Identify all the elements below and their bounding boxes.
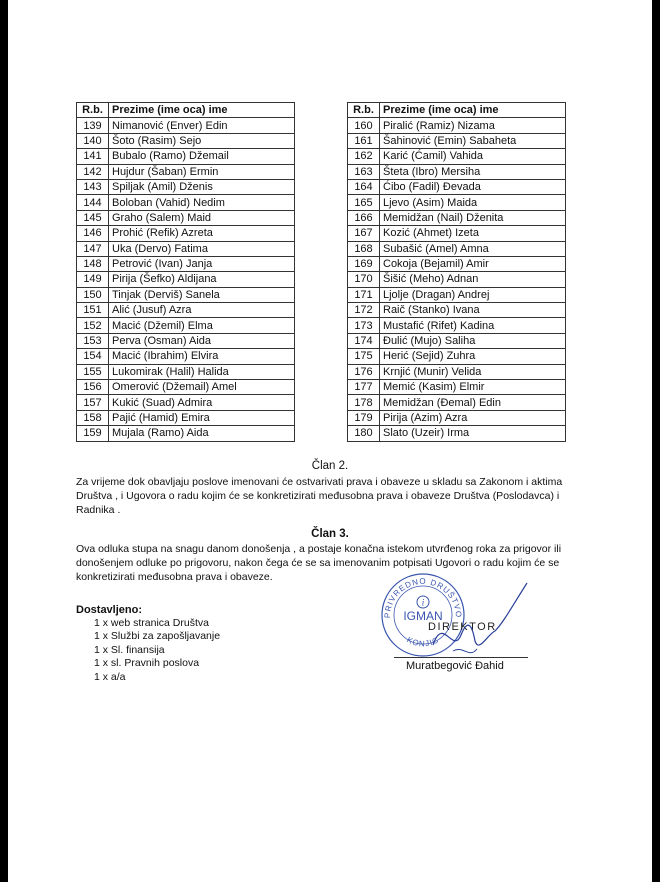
employee-name: Cokoja (Bejamil) Amir [380,256,566,271]
table-row [77,287,295,302]
employee-name: Pajić (Hamid) Emira [109,410,295,425]
table-row [77,149,295,164]
table-row [77,333,295,348]
table-row [348,210,566,225]
employee-name: Mustafić (Rifet) Kadina [380,318,566,333]
handwritten-signature [403,575,533,665]
employee-name: Alić (Jusuf) Azra [109,303,295,318]
row-number: 169 [348,256,380,271]
row-number: 170 [348,272,380,287]
employee-name: Tinjak (Derviš) Sanela [109,287,295,302]
svg-text:i: i [421,597,425,608]
employee-name: Macić (Džemil) Elma [109,318,295,333]
table-row [77,226,295,241]
table-row [348,395,566,410]
table-row [348,364,566,379]
employee-name: Šišić (Meho) Adnan [380,272,566,287]
delivery-item: 1 x web stranica Društva [94,617,209,629]
header-rb: R.b. [77,103,109,118]
employee-name: Mujala (Ramo) Aida [109,426,295,441]
row-number: 155 [77,364,109,379]
employee-name: Memidžan (Đemal) Edin [380,395,566,410]
employee-name: Omerović (Džemail) Amel [109,380,295,395]
table-row [77,256,295,271]
table-row [77,164,295,179]
employee-name: Krnjić (Munir) Velida [380,364,566,379]
row-number: 139 [77,118,109,133]
stamp-top-text: PRIVREDNO DRUŠTVO [382,577,464,619]
row-number: 173 [348,318,380,333]
employee-name: Pirija (Šefko) Aldijana [109,272,295,287]
table-row [348,133,566,148]
header-rb: R.b. [348,103,380,118]
employee-name: Petrović (Ivan) Janja [109,256,295,271]
table-row [348,272,566,287]
table-row [77,380,295,395]
employee-name: Hujdur (Šaban) Ermin [109,164,295,179]
table-row [77,272,295,287]
employee-name: Macić (Ibrahim) Elvira [109,349,295,364]
table-row [348,410,566,425]
employee-name: Uka (Dervo) Fatima [109,241,295,256]
table-row [348,195,566,210]
row-number: 177 [348,380,380,395]
table-row [77,364,295,379]
row-number: 179 [348,410,380,425]
row-number: 171 [348,287,380,302]
table-header-row [77,103,295,118]
table-row [77,241,295,256]
row-number: 145 [77,210,109,225]
delivery-title: Dostavljeno: [76,604,143,616]
table-row [348,349,566,364]
employee-name: Đulić (Mujo) Saliha [380,333,566,348]
employee-name: Bubalo (Ramo) Džemail [109,149,295,164]
row-number: 143 [77,179,109,194]
row-number: 165 [348,195,380,210]
table-row [77,210,295,225]
row-number: 147 [77,241,109,256]
delivery-item: 1 x Sl. finansija [94,643,165,656]
row-number: 176 [348,364,380,379]
employee-name: Perva (Osman) Aida [109,333,295,348]
employee-name: Kozić (Ahmet) Izeta [380,226,566,241]
row-number: 149 [77,272,109,287]
row-number: 150 [77,287,109,302]
row-number: 140 [77,133,109,148]
row-number: 163 [348,164,380,179]
table-row [348,380,566,395]
table-row [348,164,566,179]
table-row [348,241,566,256]
table-row [77,395,295,410]
delivery-item: 1 x a/a [94,670,126,683]
employee-name: Šahinović (Emin) Sabaheta [380,133,566,148]
table-row [77,118,295,133]
employee-name: Slato (Uzeir) Irma [380,426,566,441]
table-row [348,287,566,302]
table-row [77,179,295,194]
row-number: 167 [348,226,380,241]
table-row [77,195,295,210]
row-number: 180 [348,426,380,441]
employee-name: Herić (Sejid) Zuhra [380,349,566,364]
employee-name: Memić (Kasim) Elmir [380,380,566,395]
table-row [348,318,566,333]
table-row [77,410,295,425]
table-row [348,149,566,164]
row-number: 172 [348,303,380,318]
delivery-item: 1 x Službi za zapošljavanje [94,630,221,643]
table-row [348,256,566,271]
row-number: 178 [348,395,380,410]
row-number: 166 [348,210,380,225]
table-row [348,118,566,133]
table-row [77,133,295,148]
employee-name: Pirija (Azim) Azra [380,410,566,425]
employee-name: Ljevo (Asim) Maida [380,195,566,210]
signature-line [394,657,528,658]
employee-name: Graho (Salem) Maid [109,210,295,225]
row-number: 160 [348,118,380,133]
employee-name: Šoto (Rasim) Sejo [109,133,295,148]
row-number: 174 [348,333,380,348]
table-row [348,333,566,348]
table-row [348,426,566,441]
row-number: 151 [77,303,109,318]
employee-name: Šteta (Ibro) Mersiha [380,164,566,179]
row-number: 156 [77,380,109,395]
delivery-item: 1 x sl. Pravnih poslova [94,657,200,670]
delivery-list [94,617,220,684]
row-number: 164 [348,179,380,194]
row-number: 175 [348,349,380,364]
row-number: 154 [77,349,109,364]
employee-name: Piralić (Ramiz) Nizama [380,118,566,133]
row-number: 152 [77,318,109,333]
table-row [348,179,566,194]
article-2-title: Član 2. [311,460,349,472]
stamp-middle-text: IGMAN [403,609,443,623]
row-number: 148 [77,256,109,271]
header-name: Prezime (ime oca) ime [109,103,295,118]
document-page [8,0,652,882]
table-row [77,318,295,333]
table-row [348,226,566,241]
employee-name: Memidžan (Nail) Dženita [380,210,566,225]
article-3-text: Ova odluka stupa na snagu danom donošenja , a postaje konačna istekom utvrđenog roka za prigovor ili donošenjem odluke po prigovoru, nakon čega će se sa imenovanim potpisati Ugovori o radu kojim će se konkretizirati međusobna prava i obaveze. [76,543,562,583]
row-number: 168 [348,241,380,256]
employee-name: Spiljak (Amil) Dženis [109,179,295,194]
row-number: 159 [77,426,109,441]
table-row [77,349,295,364]
article-3-title: Član 3. [311,528,349,540]
employee-name: Nimanović (Enver) Edin [109,118,295,133]
employee-name: Karić (Ćamil) Vahida [380,149,566,164]
director-label: DIREKTOR [428,621,497,633]
row-number: 157 [77,395,109,410]
row-number: 144 [77,195,109,210]
employee-name: Kukić (Suad) Admira [109,395,295,410]
article-2-text: Za vrijeme dok obavljaju poslove imenovani će ostvarivati prava i obaveze u skladu sa Zakonom i aktima Društva , i Ugovora o radu kojim će se konkretizirati međusobna prava i obaveze Društva (Poslodavca) i Radnika . [76,476,563,516]
employee-name: Prohić (Refik) Azreta [109,226,295,241]
row-number: 158 [77,410,109,425]
row-number: 142 [77,164,109,179]
employee-name: Lukomirak (Halil) Halida [109,364,295,379]
employee-name: Subašić (Amel) Amna [380,241,566,256]
employee-table-left [76,102,295,442]
table-row [348,303,566,318]
employee-table-right [347,102,566,442]
row-number: 153 [77,333,109,348]
row-number: 141 [77,149,109,164]
stamp-bottom-text: KONJIC [405,635,441,649]
employee-name: Ljolje (Dragan) Andrej [380,287,566,302]
row-number: 162 [348,149,380,164]
employee-name: Raič (Stanko) Ivana [380,303,566,318]
header-name: Prezime (ime oca) ime [380,103,566,118]
signer-name: Muratbegović Đahid [406,660,504,672]
employee-name: Boloban (Vahid) Nedim [109,195,295,210]
row-number: 146 [77,226,109,241]
table-header-row [348,103,566,118]
table-row [77,426,295,441]
table-row [77,303,295,318]
employee-name: Ćibo (Fadil) Đevada [380,179,566,194]
row-number: 161 [348,133,380,148]
